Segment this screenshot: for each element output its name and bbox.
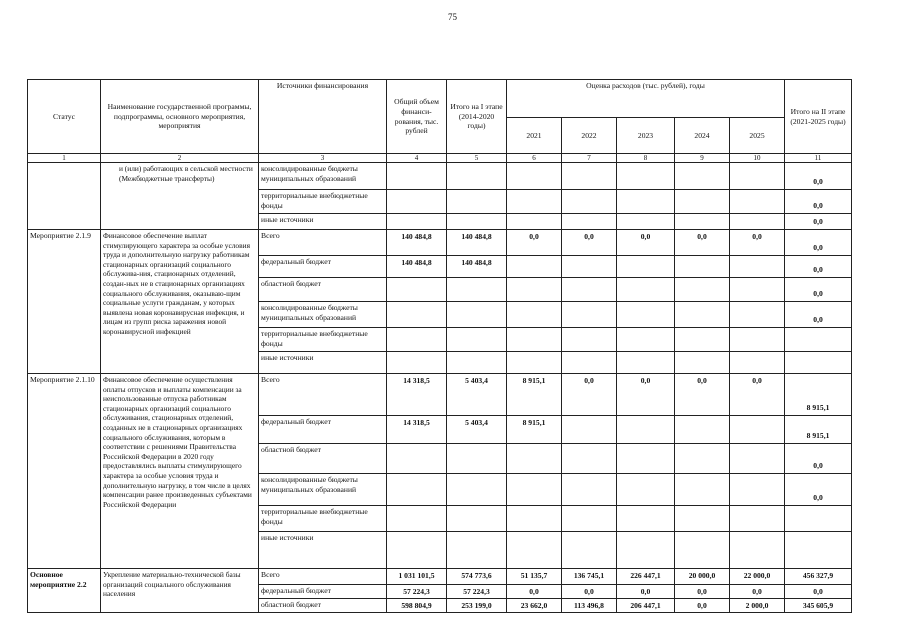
- stage1-cell: [447, 444, 507, 474]
- year-cell: [562, 352, 617, 374]
- source-cell: иные источники: [259, 352, 387, 374]
- stage2-cell: 0,0: [785, 474, 852, 506]
- index-cell: 1: [28, 154, 101, 163]
- stage1-cell: 5 403,4: [447, 416, 507, 444]
- year-cell: [617, 328, 675, 352]
- stage1-cell: 140 484,8: [447, 230, 507, 256]
- year-cell: [562, 278, 617, 302]
- year-cell: 0,0: [730, 585, 785, 599]
- year-cell: 8 915,1: [507, 374, 562, 416]
- header-estimate: Оценка расходов (тыс. рублей), годы: [507, 80, 785, 118]
- year-cell: [675, 163, 730, 190]
- status-cell: [28, 163, 101, 230]
- year-cell: [617, 352, 675, 374]
- year-cell: 8 915,1: [507, 416, 562, 444]
- stage2-cell: 345 605,9: [785, 599, 852, 613]
- year-cell: [675, 256, 730, 278]
- stage1-cell: [447, 214, 507, 230]
- name-cell: Финансовое обеспечение выплат стимулирующего характера за особые условия труда и дополнительную нагрузку работникам стационарных организаций социального обслужива-ния, стационарных отделений, создан-ных не в стационарных организациях социального обслуживания, оказываю-щим социальные услуги гражданам, у которых выявлена новая коронавирусная инфекция, и лицам из групп риска заражения новой коронавирусной инфекцией: [101, 230, 259, 374]
- year-cell: [675, 474, 730, 506]
- stage1-cell: 253 199,0: [447, 599, 507, 613]
- year-cell: [507, 474, 562, 506]
- total-cell: 140 484,8: [387, 256, 447, 278]
- index-cell: 9: [675, 154, 730, 163]
- year-cell: [675, 532, 730, 569]
- index-cell: 3: [259, 154, 387, 163]
- total-cell: [387, 352, 447, 374]
- year-cell: [507, 506, 562, 532]
- name-cell: и (или) работающих в сельской местности (Межбюджетные трансферты): [101, 163, 259, 230]
- total-cell: [387, 163, 447, 190]
- year-cell: [562, 163, 617, 190]
- year-cell: [730, 256, 785, 278]
- stage1-cell: [447, 532, 507, 569]
- year-cell: [730, 532, 785, 569]
- header-status: Статус: [28, 80, 101, 154]
- year-cell: 0,0: [507, 585, 562, 599]
- total-cell: [387, 302, 447, 328]
- year-cell: [562, 190, 617, 214]
- stage2-cell: [785, 352, 852, 374]
- year-cell: [675, 328, 730, 352]
- year-cell: [562, 302, 617, 328]
- year-cell: [617, 506, 675, 532]
- year-cell: [730, 214, 785, 230]
- year-cell: [562, 444, 617, 474]
- year-cell: [617, 416, 675, 444]
- total-cell: 1 031 101,5: [387, 569, 447, 585]
- source-cell: территориальные внебюджетные фонды: [259, 190, 387, 214]
- year-cell: [675, 506, 730, 532]
- source-cell: областной бюджет: [259, 278, 387, 302]
- source-cell: иные источники: [259, 532, 387, 569]
- year-cell: [507, 190, 562, 214]
- total-cell: [387, 506, 447, 532]
- year-cell: 0,0: [675, 230, 730, 256]
- header-stage1: Итого на I этапе (2014-2020 годы): [447, 80, 507, 154]
- stage2-cell: 8 915,1: [785, 374, 852, 416]
- stage1-cell: [447, 474, 507, 506]
- year-cell: [675, 444, 730, 474]
- status-cell: Мероприятие 2.1.10: [28, 374, 101, 569]
- header-year: 2025: [730, 118, 785, 154]
- stage1-cell: 5 403,4: [447, 374, 507, 416]
- year-cell: [730, 278, 785, 302]
- header-sources: Источники финансирования: [259, 80, 387, 154]
- stage2-cell: 0,0: [785, 302, 852, 328]
- year-cell: [675, 190, 730, 214]
- total-cell: [387, 532, 447, 569]
- stage2-cell: 0,0: [785, 256, 852, 278]
- financing-table: [27, 79, 852, 613]
- stage1-cell: 57 224,3: [447, 585, 507, 599]
- total-cell: 140 484,8: [387, 230, 447, 256]
- year-cell: 0,0: [562, 374, 617, 416]
- source-cell: иные источники: [259, 214, 387, 230]
- year-cell: [730, 328, 785, 352]
- stage1-cell: [447, 506, 507, 532]
- index-cell: 6: [507, 154, 562, 163]
- year-cell: [617, 278, 675, 302]
- year-cell: [507, 444, 562, 474]
- total-cell: 598 804,9: [387, 599, 447, 613]
- year-cell: 0,0: [507, 230, 562, 256]
- year-cell: [617, 444, 675, 474]
- year-cell: 22 000,0: [730, 569, 785, 585]
- year-cell: [730, 190, 785, 214]
- year-cell: [675, 352, 730, 374]
- year-cell: [507, 352, 562, 374]
- year-cell: 136 745,1: [562, 569, 617, 585]
- year-cell: [730, 163, 785, 190]
- source-cell: федеральный бюджет: [259, 256, 387, 278]
- stage2-cell: [785, 328, 852, 352]
- year-cell: [562, 474, 617, 506]
- year-cell: [617, 190, 675, 214]
- stage2-cell: [785, 532, 852, 569]
- index-cell: 7: [562, 154, 617, 163]
- source-cell: Всего: [259, 374, 387, 416]
- year-cell: [617, 214, 675, 230]
- header-name: Наименование государственной программы, подпрограммы, основного мероприятия, мероприятия: [101, 80, 259, 154]
- index-cell: 2: [101, 154, 259, 163]
- header-year: 2024: [675, 118, 730, 154]
- stage2-cell: 0,0: [785, 190, 852, 214]
- source-cell: территориальные внебюджетные фонды: [259, 328, 387, 352]
- year-cell: [562, 416, 617, 444]
- total-cell: [387, 278, 447, 302]
- year-cell: 20 000,0: [675, 569, 730, 585]
- table-row: [28, 230, 852, 256]
- stage1-cell: 140 484,8: [447, 256, 507, 278]
- year-cell: [675, 416, 730, 444]
- header-row-1: [28, 80, 852, 118]
- stage1-cell: [447, 163, 507, 190]
- stage1-cell: [447, 352, 507, 374]
- source-cell: консолидированные бюджеты муниципальных образований: [259, 302, 387, 328]
- total-cell: 57 224,3: [387, 585, 447, 599]
- header-year: 2022: [562, 118, 617, 154]
- year-cell: [562, 532, 617, 569]
- year-cell: 0,0: [675, 585, 730, 599]
- year-cell: 51 135,7: [507, 569, 562, 585]
- page-number: 75: [448, 12, 457, 22]
- year-cell: [507, 163, 562, 190]
- index-row: [28, 154, 852, 163]
- year-cell: [507, 256, 562, 278]
- source-cell: федеральный бюджет: [259, 416, 387, 444]
- stage1-cell: 574 773,6: [447, 569, 507, 585]
- year-cell: 0,0: [617, 374, 675, 416]
- year-cell: [730, 444, 785, 474]
- year-cell: 206 447,1: [617, 599, 675, 613]
- year-cell: [617, 163, 675, 190]
- total-cell: [387, 474, 447, 506]
- stage2-cell: 0,0: [785, 230, 852, 256]
- index-cell: 5: [447, 154, 507, 163]
- source-cell: Всего: [259, 230, 387, 256]
- source-cell: областной бюджет: [259, 599, 387, 613]
- source-cell: областной бюджет: [259, 444, 387, 474]
- year-cell: [507, 278, 562, 302]
- total-cell: 14 318,5: [387, 374, 447, 416]
- stage2-cell: 8 915,1: [785, 416, 852, 444]
- year-cell: [507, 214, 562, 230]
- year-cell: [617, 532, 675, 569]
- index-cell: 11: [785, 154, 852, 163]
- total-cell: [387, 214, 447, 230]
- total-cell: [387, 328, 447, 352]
- year-cell: [562, 214, 617, 230]
- stage1-cell: [447, 278, 507, 302]
- year-cell: [617, 256, 675, 278]
- year-cell: 0,0: [617, 230, 675, 256]
- index-cell: 4: [387, 154, 447, 163]
- stage1-cell: [447, 190, 507, 214]
- year-cell: [730, 302, 785, 328]
- year-cell: 113 496,8: [562, 599, 617, 613]
- name-cell: Финансовое обеспечение осуществления оплаты отпусков и выплаты компенсации за неиспользованные отпуска работникам стационарных организаций социального обслуживания, стационарных отделений, созданных не в стационарных организациях социального обслуживания, которым в соответствии с решениями Правительства Российской Федерации в 2020 году предоставлялись выплаты стимулирующего характера за особые условия труда и дополнительную нагрузку, в том числе в целях компенсации ранее произведенных субъектами Российской Федерации: [101, 374, 259, 569]
- stage2-cell: 0,0: [785, 444, 852, 474]
- year-cell: [730, 474, 785, 506]
- header-year: 2021: [507, 118, 562, 154]
- header-total: Общий объем финанси-рования, тыс. рублей: [387, 80, 447, 154]
- stage1-cell: [447, 302, 507, 328]
- year-cell: [562, 328, 617, 352]
- stage2-cell: 0,0: [785, 163, 852, 190]
- year-cell: [675, 302, 730, 328]
- year-cell: 23 662,0: [507, 599, 562, 613]
- year-cell: 0,0: [562, 230, 617, 256]
- source-cell: Всего: [259, 569, 387, 585]
- year-cell: [507, 532, 562, 569]
- table-row: [28, 163, 852, 190]
- status-cell: Мероприятие 2.1.9: [28, 230, 101, 374]
- year-cell: 0,0: [617, 585, 675, 599]
- total-cell: 14 318,5: [387, 416, 447, 444]
- year-cell: [507, 328, 562, 352]
- year-cell: [675, 278, 730, 302]
- year-cell: [730, 352, 785, 374]
- source-cell: консолидированные бюджеты муниципальных образований: [259, 474, 387, 506]
- header-year: 2023: [617, 118, 675, 154]
- index-cell: 10: [730, 154, 785, 163]
- table-row: [28, 569, 852, 585]
- stage2-cell: 0,0: [785, 278, 852, 302]
- year-cell: [730, 416, 785, 444]
- source-cell: территориальные внебюджетные фонды: [259, 506, 387, 532]
- year-cell: [562, 256, 617, 278]
- stage2-cell: 0,0: [785, 585, 852, 599]
- year-cell: 226 447,1: [617, 569, 675, 585]
- header-stage2: Итого на II этапе (2021-2025 годы): [785, 80, 852, 154]
- stage2-cell: 456 327,9: [785, 569, 852, 585]
- stage2-cell: 0,0: [785, 214, 852, 230]
- status-cell: Основное мероприятие 2.2: [28, 569, 101, 613]
- index-cell: 8: [617, 154, 675, 163]
- name-cell: Укрепление материально-технической базы организаций социального обслуживания населения: [101, 569, 259, 613]
- year-cell: 0,0: [675, 374, 730, 416]
- year-cell: 0,0: [730, 374, 785, 416]
- year-cell: 0,0: [730, 230, 785, 256]
- year-cell: [675, 214, 730, 230]
- year-cell: [617, 474, 675, 506]
- table-row: [28, 374, 852, 416]
- source-cell: федеральный бюджет: [259, 585, 387, 599]
- year-cell: [730, 506, 785, 532]
- total-cell: [387, 190, 447, 214]
- stage1-cell: [447, 328, 507, 352]
- total-cell: [387, 444, 447, 474]
- year-cell: 0,0: [675, 599, 730, 613]
- year-cell: 0,0: [562, 585, 617, 599]
- year-cell: [562, 506, 617, 532]
- stage2-cell: [785, 506, 852, 532]
- year-cell: [507, 302, 562, 328]
- source-cell: консолидированные бюджеты муниципальных образований: [259, 163, 387, 190]
- year-cell: 2 000,0: [730, 599, 785, 613]
- year-cell: [617, 302, 675, 328]
